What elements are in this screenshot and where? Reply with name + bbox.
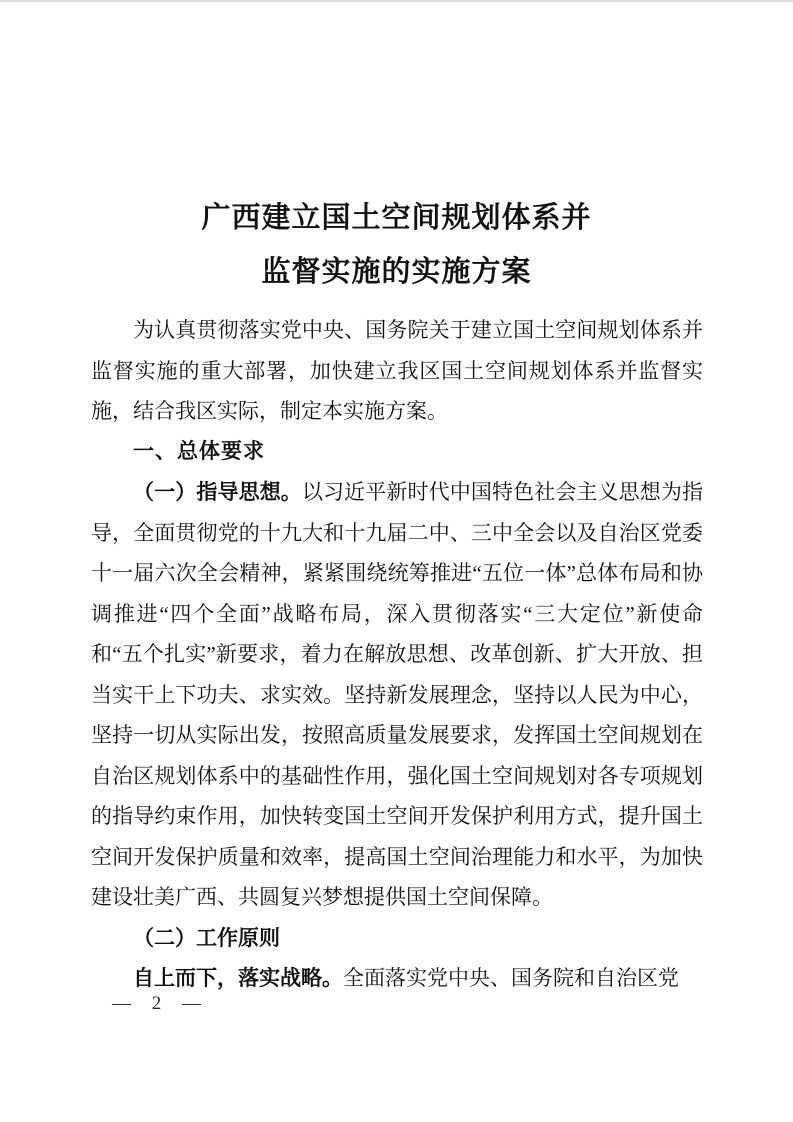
- section-heading-overall-requirements: 一、总体要求: [133, 439, 265, 463]
- title-line-1: 广西建立国土空间规划体系并: [201, 202, 592, 234]
- page-top-edge: [0, 0, 793, 2]
- work-principles-lead: 自上而下，落实战略。: [133, 966, 343, 990]
- document-body: [91, 310, 703, 999]
- title-line-2: 监督实施的实施方案: [261, 256, 532, 288]
- document-title: [0, 0, 793, 299]
- guiding-ideology-lead: （一）指导思想。: [133, 480, 302, 504]
- subsection-heading-work-principles: （二）工作原则: [133, 925, 280, 950]
- page-number: — 2 —: [112, 993, 202, 1014]
- intro-paragraph: 为认真贯彻落实党中央、国务院关于建立国土空间规划体系并监督实施的重大部署，加快建立我区国土空间规划体系并监督实施，结合我区实际，制定本实施方案。: [91, 318, 703, 423]
- guiding-ideology-paragraph: [91, 472, 703, 918]
- guiding-ideology-text: 以习近平新时代中国特色社会主义思想为指导，全面贯彻党的十九大和十九届二中、三中全会以及自治区党委十一届六次全会精神，紧紧围绕统筹推进“五位一体”总体布局和协调推进“四个全面”战略布局，深入贯彻落实“三大定位”新使命和“五个扎实”新要求，着力在解放思想、改革创新、扩大开放、担当实干上下功夫、求实效。坚持新发展理念，坚持以人民为中心，坚持一切从实际出发，按照高质量发展要求，发挥国土空间规划在自治区规划体系中的基础性作用，强化国土空间规划对各专项规划的指导约束作用，加快转变国土空间开发保护利用方式，提升国土空间开发保护质量和效率，提高国土空间治理能力和水平，为加快建设壮美广西、共圆复兴梦想提供国土空间保障。: [91, 480, 704, 909]
- work-principles-text: 全面落实党中央、国务院和自治区党: [343, 966, 679, 990]
